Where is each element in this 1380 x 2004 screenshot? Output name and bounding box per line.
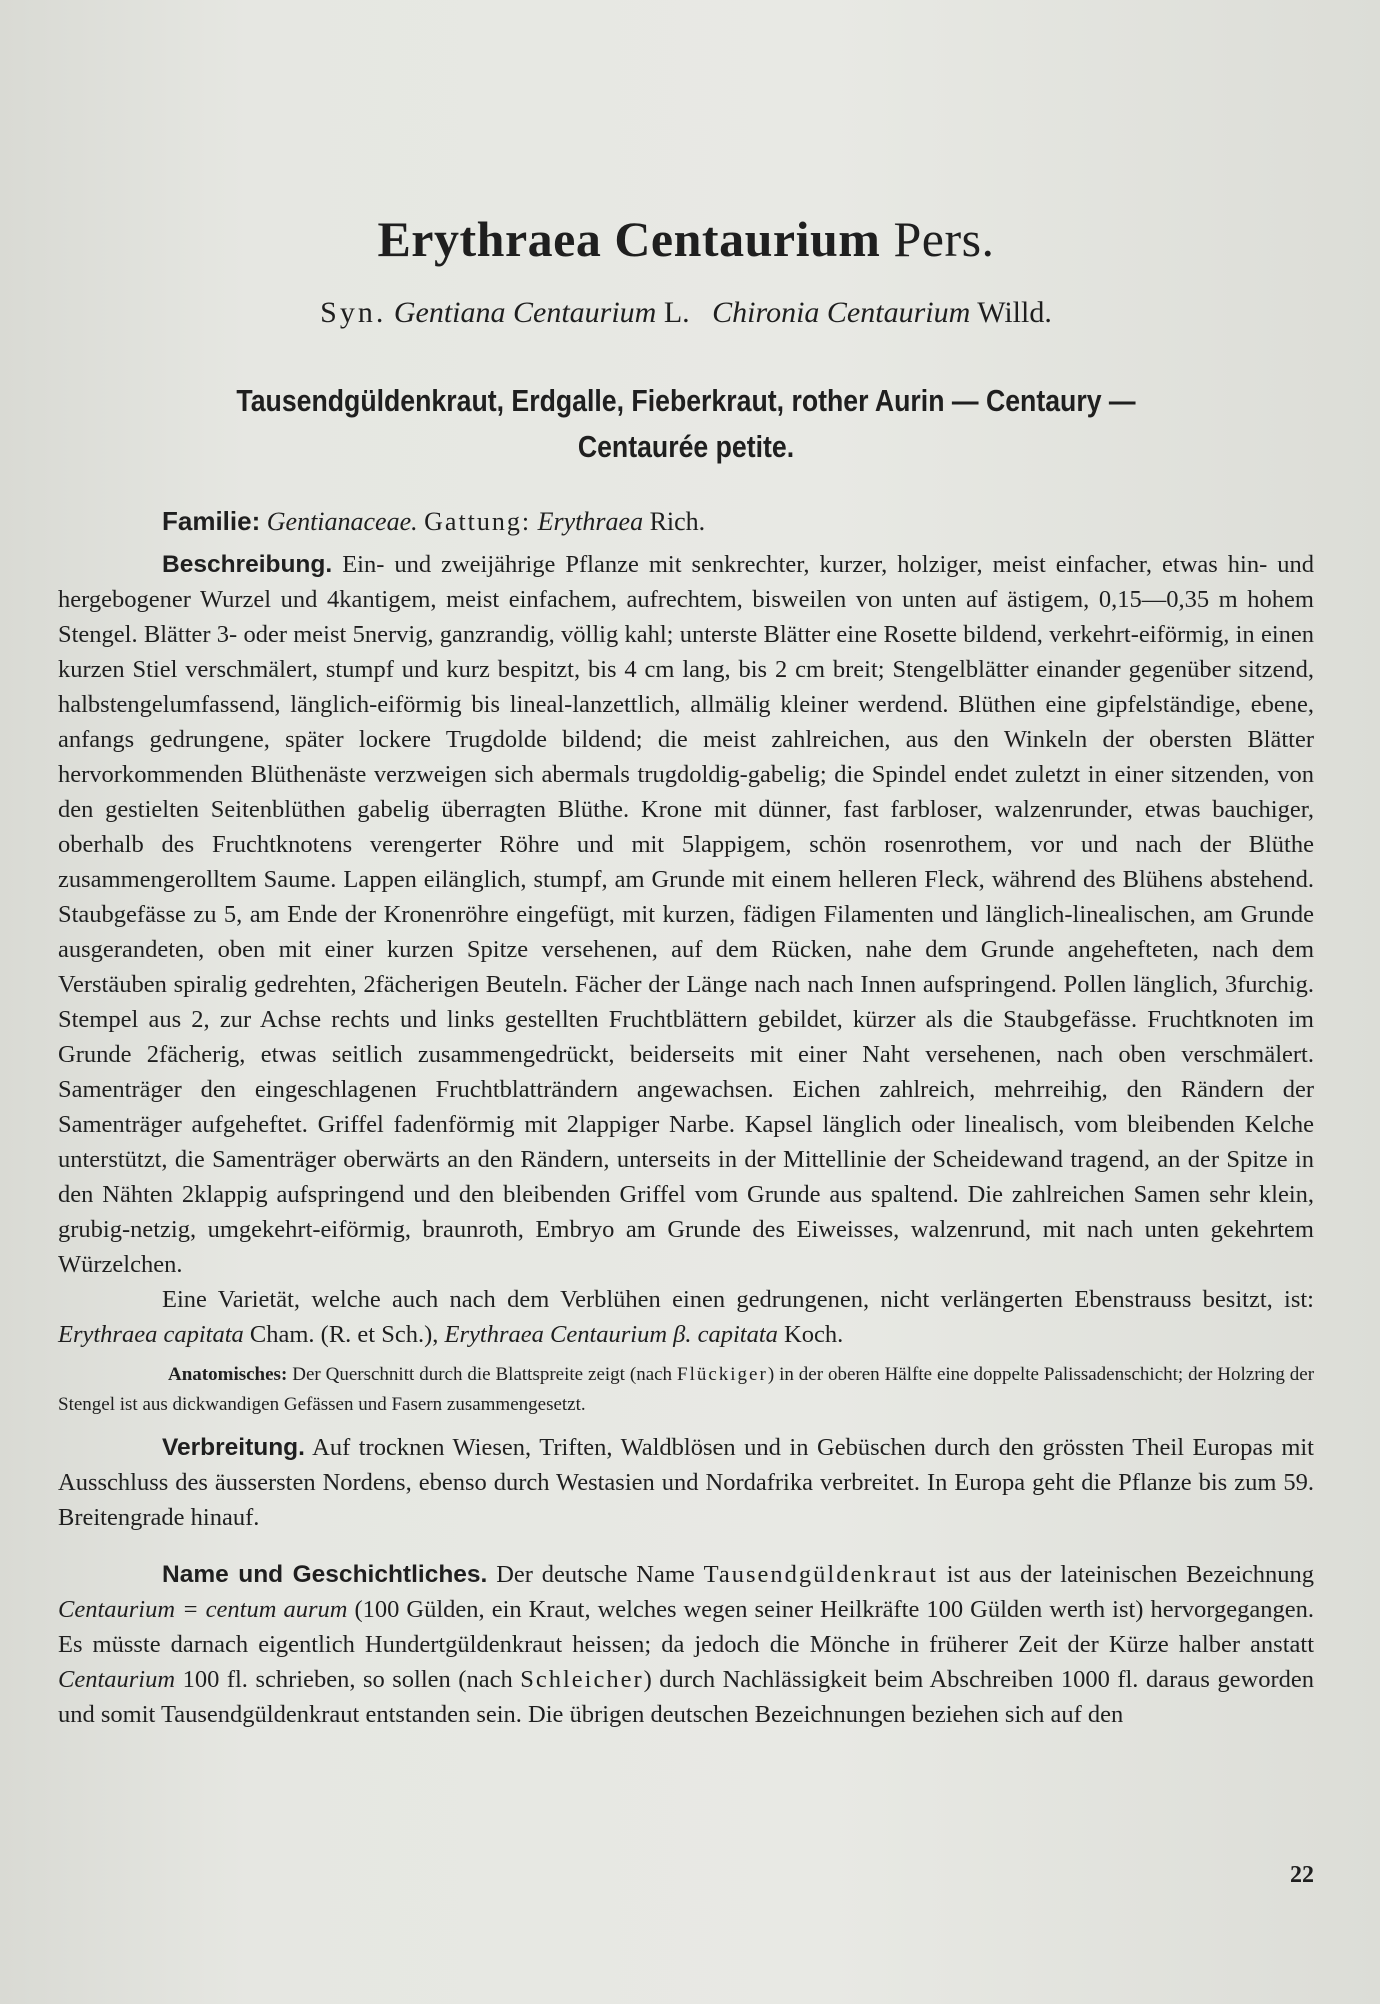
variety-end: Koch. xyxy=(784,1321,844,1348)
history-paragraph xyxy=(58,1557,1314,1732)
distribution-label: Verbreitung. xyxy=(162,1434,305,1461)
synonym-2-author: Willd. xyxy=(977,296,1052,329)
title-author: Pers. xyxy=(893,211,995,267)
anatomy-text-2: ) in der oberen Hälfte eine doppelte Palissadenschicht; der Holzring der Stengel ist aus dickwandigen Gefässen und Fasern zusammengesetzt. xyxy=(58,1364,1315,1415)
anatomy-text-1: Der Querschnitt durch die Blattspreite zeigt (nach xyxy=(292,1364,673,1385)
history-italic-1: Centaurium = centum aurum xyxy=(58,1596,348,1623)
history-text-4: 100 fl. schrieben, so sollen (nach xyxy=(182,1666,513,1693)
distribution-text: Auf trocknen Wiesen, Triften, Waldblösen und in Gebüschen durch den grössten Theil Europas mit Ausschluss des äussersten Nordens, ebenso durch Westasien und Nordafrika verbreitet. In Europa geht die Pflanze bis zum 59. Breitengrade hinauf. xyxy=(58,1434,1314,1531)
synonym-2: Chironia Centaurium xyxy=(712,296,971,329)
synonyms-line xyxy=(58,296,1314,330)
anatomy-paragraph xyxy=(58,1360,1314,1420)
history-spaced-1: Tausendgüldenkraut xyxy=(703,1561,938,1588)
syn-prefix: Syn. xyxy=(320,296,387,329)
history-text-3: (100 Gülden, ein Kraut, welches wegen seiner Heilkräfte 100 Gülden werth ist) hervorgegangen. Es müsste darnach eigentlich Hundertgüldenkraut heissen; da jedoch die Mönche in früherer Zeit der Kürze halber anstatt xyxy=(58,1596,1314,1658)
family-line xyxy=(162,506,1314,537)
variety-paragraph xyxy=(58,1282,1314,1352)
description-text: Ein- und zweijährige Pflanze mit senkrechter, kurzer, holziger, meist einfacher, etwas hin- und hergebogener Wurzel und 4kantigem, meist einfachem, aufrechtem, bisweilen von unten auf ästigem, 0,15—0,35 m hohem Stengel. Blätter 3- oder meist 5nervig, ganzrandig, völlig kahl; unterste Blätter eine Rosette bildend, verkehrt-eiförmig, in einen kurzen Stiel verschmälert, stumpf und kurz bespitzt, bis 4 cm lang, bis 2 cm breit; Stengelblätter einander gegenüber sitzend, halbstengelumfassend, länglich-eiförmig bis lineal-lanzettlich, allmälig kleiner werdend. Blüthen eine gipfelständige, ebene, anfangs gedrungene, später lockere Trugdolde bildend; die meist zahlreichen, aus den Winkeln der obersten Blätter hervorkommenden Blüthenäste verzweigen sich abermals trugdoldig-gabelig; die Spindel endet zuletzt in einer sitzenden, von den gestielten Seitenblüthen gabelig überragten Blüthe. Krone mit dünner, fast farbloser, walzenrunder, etwas bauchiger, oberhalb des Fruchtknotens verengerter Röhre und mit 5lappigem, schön rosenrothem, vor und nach der Blüthe zusammengerolltem Saume. Lappen eilänglich, stumpf, am Grunde mit einem helleren Fleck, während des Blühens abstehend. Staubgefässe zu 5, am Ende der Kronenröhre eingefügt, mit kurzen, fädigen Filamenten und länglich-linealischen, am Grunde ausgerandeten, oben mit einer kurzen Spitze versehenen, auf dem Rücken, nahe dem Grunde angehefteten, nach dem Verstäuben spiralig gedrehten, 2fächerigen Beuteln. Fächer der Länge nach nach Innen aufspringend. Pollen länglich, 3furchig. Stempel aus 2, zur Achse rechts und links gestellten Fruchtblättern gebildet, kürzer als die Staubgefässe. Fruchtknoten im Grunde 2fächerig, etwas seitlich zusammengedrückt, beiderseits mit einer Naht versehenen, nach oben verschmälert. Samenträger den eingeschlagenen Fruchtblatträndern angewachsen. Eichen zahlreich, mehrreihig, den Rändern der Samenträger aufgeheftet. Griffel fadenförmig mit 2lappiger Narbe. Kapsel länglich oder linealisch, vom bleibenden Kelche unterstützt, die Samenträger oberwärts an den Rändern, unterseits in der Mittellinie der Scheidewand tragend, an der Spitze in den Nähten 2klappig aufspringend und den bleibenden Griffel vom Grunde aus spaltend. Die zahlreichen Samen sehr klein, grubig-netzig, umgekehrt-eiförmig, braunroth, Embryo am Grunde des Eiweisses, walzenrund, mit nach unten gekehrtem Würzelchen. xyxy=(58,551,1314,1278)
synonym-1: Gentiana Centaurium xyxy=(393,296,657,329)
anatomy-label: Anatomisches: xyxy=(168,1364,288,1385)
variety-name-1: Erythraea capitata xyxy=(58,1321,244,1348)
common-names: Tausendgüldenkraut, Erdgalle, Fieberkraut, rother Aurin — Centaury — Centaurée petite. xyxy=(236,383,1136,464)
history-label: Name und Geschichtliches. xyxy=(162,1561,488,1588)
history-text-5: ) durch Nachlässigkeit beim Abschreiben 1000 fl. daraus geworden und somit Tausendgüldenkraut entstanden sein. Die übrigen deutschen Bezeichnungen beziehen sich auf den xyxy=(58,1666,1314,1728)
variety-name-2: Erythraea Centaurium β. capitata xyxy=(444,1321,778,1348)
distribution-paragraph xyxy=(58,1430,1314,1535)
family-name: Gentianaceae. xyxy=(266,507,418,536)
history-text-2: ist aus der lateinischen Bezeichnung xyxy=(946,1561,1315,1588)
genus-label: Gattung: xyxy=(424,507,532,536)
family-label: Familie: xyxy=(162,506,261,536)
history-italic-2: Centaurium xyxy=(58,1666,176,1693)
description-label: Beschreibung. xyxy=(162,551,333,578)
page-title xyxy=(58,210,1314,268)
page-number: 22 xyxy=(1290,1862,1314,1888)
variety-text: Eine Varietät, welche auch nach dem Verblühen einen gedrungenen, nicht verlängerten Ebenstrauss besitzt, ist: xyxy=(162,1286,1314,1313)
genus-author: Rich. xyxy=(649,507,706,536)
genus-name: Erythraea xyxy=(537,507,644,536)
description-paragraph xyxy=(58,547,1314,1282)
history-spaced-2: Schleicher xyxy=(520,1666,644,1693)
synonym-1-author: L. xyxy=(663,296,690,329)
variety-mid: Cham. (R. et Sch.), xyxy=(249,1321,439,1348)
history-text-1: Der deutsche Name xyxy=(496,1561,695,1588)
anatomy-person: Flückiger xyxy=(677,1364,768,1385)
title-species: Erythraea Centaurium xyxy=(377,211,881,267)
